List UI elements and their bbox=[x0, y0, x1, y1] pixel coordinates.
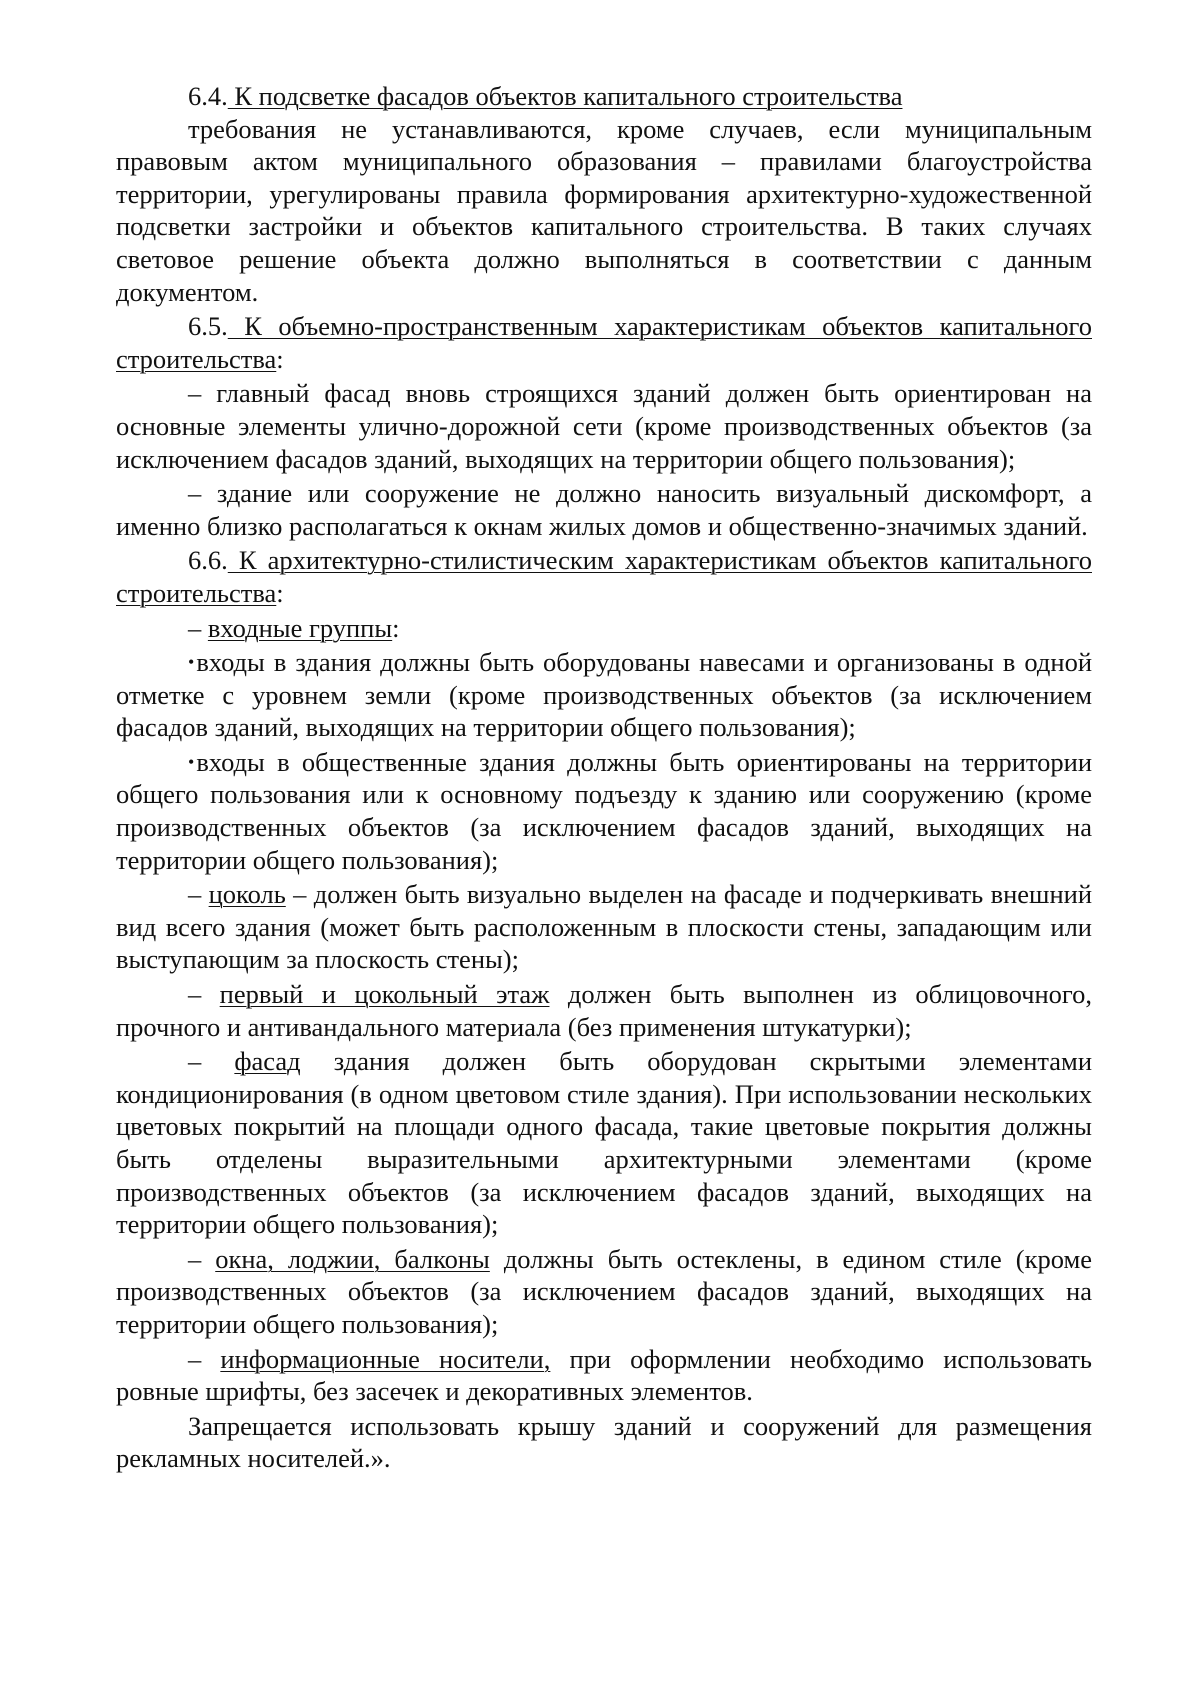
entry-groups-item bbox=[116, 612, 1092, 645]
bullet-icon: • bbox=[188, 652, 195, 673]
entry-groups-colon: : bbox=[392, 612, 400, 643]
bullet-text: входы в здания должны быть оборудованы навесами и организованы в одной отметке с уровнем земли (кроме производственных объектов (за исключением фасадов зданий, выходящих на территории общего пользования); bbox=[116, 647, 1092, 743]
first-floor-item bbox=[116, 978, 1092, 1043]
plinth-label: цоколь bbox=[208, 879, 286, 910]
dash: – bbox=[188, 1046, 235, 1077]
entry-groups-label: входные группы bbox=[207, 612, 393, 643]
section-title: К архитектурно-стилистическим характеристикам объектов капитального строительства bbox=[116, 545, 1092, 608]
dash: – bbox=[188, 979, 220, 1010]
section-6-4-heading bbox=[116, 80, 1092, 113]
facade-label: фасад bbox=[234, 1046, 301, 1077]
windows-text: должны быть остеклены, в едином стиле (кроме производственных объектов (за исключением фасадов зданий, выходящих на территории общего пользования); bbox=[116, 1243, 1093, 1339]
windows-item bbox=[116, 1243, 1092, 1341]
final-paragraph: Запрещается использовать крышу зданий и сооружений для размещения рекламных носителей.». bbox=[116, 1410, 1092, 1474]
windows-label: окна, лоджии, балконы bbox=[215, 1243, 490, 1274]
bullet-icon: • bbox=[188, 751, 195, 772]
info-carriers-label: информационные носители, bbox=[220, 1343, 551, 1374]
section-number: 6.6. bbox=[188, 545, 228, 576]
section-number: 6.4. bbox=[188, 81, 228, 111]
section-colon: : bbox=[276, 343, 284, 374]
section-number: 6.5. bbox=[188, 311, 228, 342]
section-title: К подсветке фасадов объектов капитального строительства bbox=[227, 81, 903, 111]
info-carriers-item bbox=[116, 1343, 1092, 1408]
document-page bbox=[116, 80, 1092, 1475]
bullet-item-2 bbox=[116, 746, 1092, 876]
plinth-text: – должен быть визуально выделен на фасаде и подчеркивать внешний вид всего здания (может быть расположенным в плоскости стены, западающим или выступающим за плоскость стены); bbox=[116, 879, 1093, 975]
section-6-4-body: требования не устанавливаются, кроме случаев, если муниципальным правовым актом муниципального образования – правилами благоустройства территории, урегулированы правила формирования архитектурно-художественной подсветки застройки и объектов капитального строительства. В таких случаях световое решение объекта должно выполняться в соответствии с данным документом. bbox=[116, 113, 1092, 307]
bullet-item-1 bbox=[116, 646, 1092, 744]
section-title: К объемно-пространственным характеристикам объектов капитального строительства bbox=[116, 311, 1092, 374]
dash: – bbox=[188, 879, 209, 910]
section-6-5-item-1: – главный фасад вновь строящихся зданий должен быть ориентирован на основные элементы улично-дорожной сети (кроме производственных объектов (за исключением фасадов зданий, выходящих на территории общего пользования); bbox=[116, 378, 1092, 474]
first-floor-label: первый и цокольный этаж bbox=[219, 979, 550, 1010]
facade-text: здания должен быть оборудован скрытыми элементами кондиционирования (в одном цветовом стиле здания). При использовании нескольких цветовых покрытий на площади одного фасада, такие цветовые покрытия должны быть отделены выразительными архитектурными элементами (кроме производственных объектов (за исключением фасадов зданий, выходящих на территории общего пользования); bbox=[116, 1046, 1093, 1240]
dash: – bbox=[188, 612, 208, 643]
info-carriers-text: при оформлении необходимо использовать ровные шрифты, без засечек и декоративных элементов. bbox=[116, 1343, 1093, 1407]
bullet-text: входы в общественные здания должны быть ориентированы на территории общего пользования или к основному подъезду к зданию или сооружению (кроме производственных объектов (за исключением фасадов зданий, выходящих на территории общего пользования); bbox=[116, 746, 1092, 875]
facade-item bbox=[116, 1045, 1092, 1241]
plinth-item bbox=[116, 878, 1092, 976]
section-6-5-heading bbox=[116, 310, 1092, 375]
dash: – bbox=[188, 1343, 221, 1374]
section-6-5-item-2: – здание или сооружение не должно наносить визуальный дискомфорт, а именно близко располагаться к окнам жилых домов и общественно-значимых зданий. bbox=[116, 478, 1092, 541]
section-colon: : bbox=[276, 577, 284, 608]
section-6-6-heading bbox=[116, 544, 1092, 609]
first-floor-text: должен быть выполнен из облицовочного, прочного и антивандального материала (без применения штукатурки); bbox=[116, 979, 1093, 1042]
dash: – bbox=[188, 1243, 216, 1274]
